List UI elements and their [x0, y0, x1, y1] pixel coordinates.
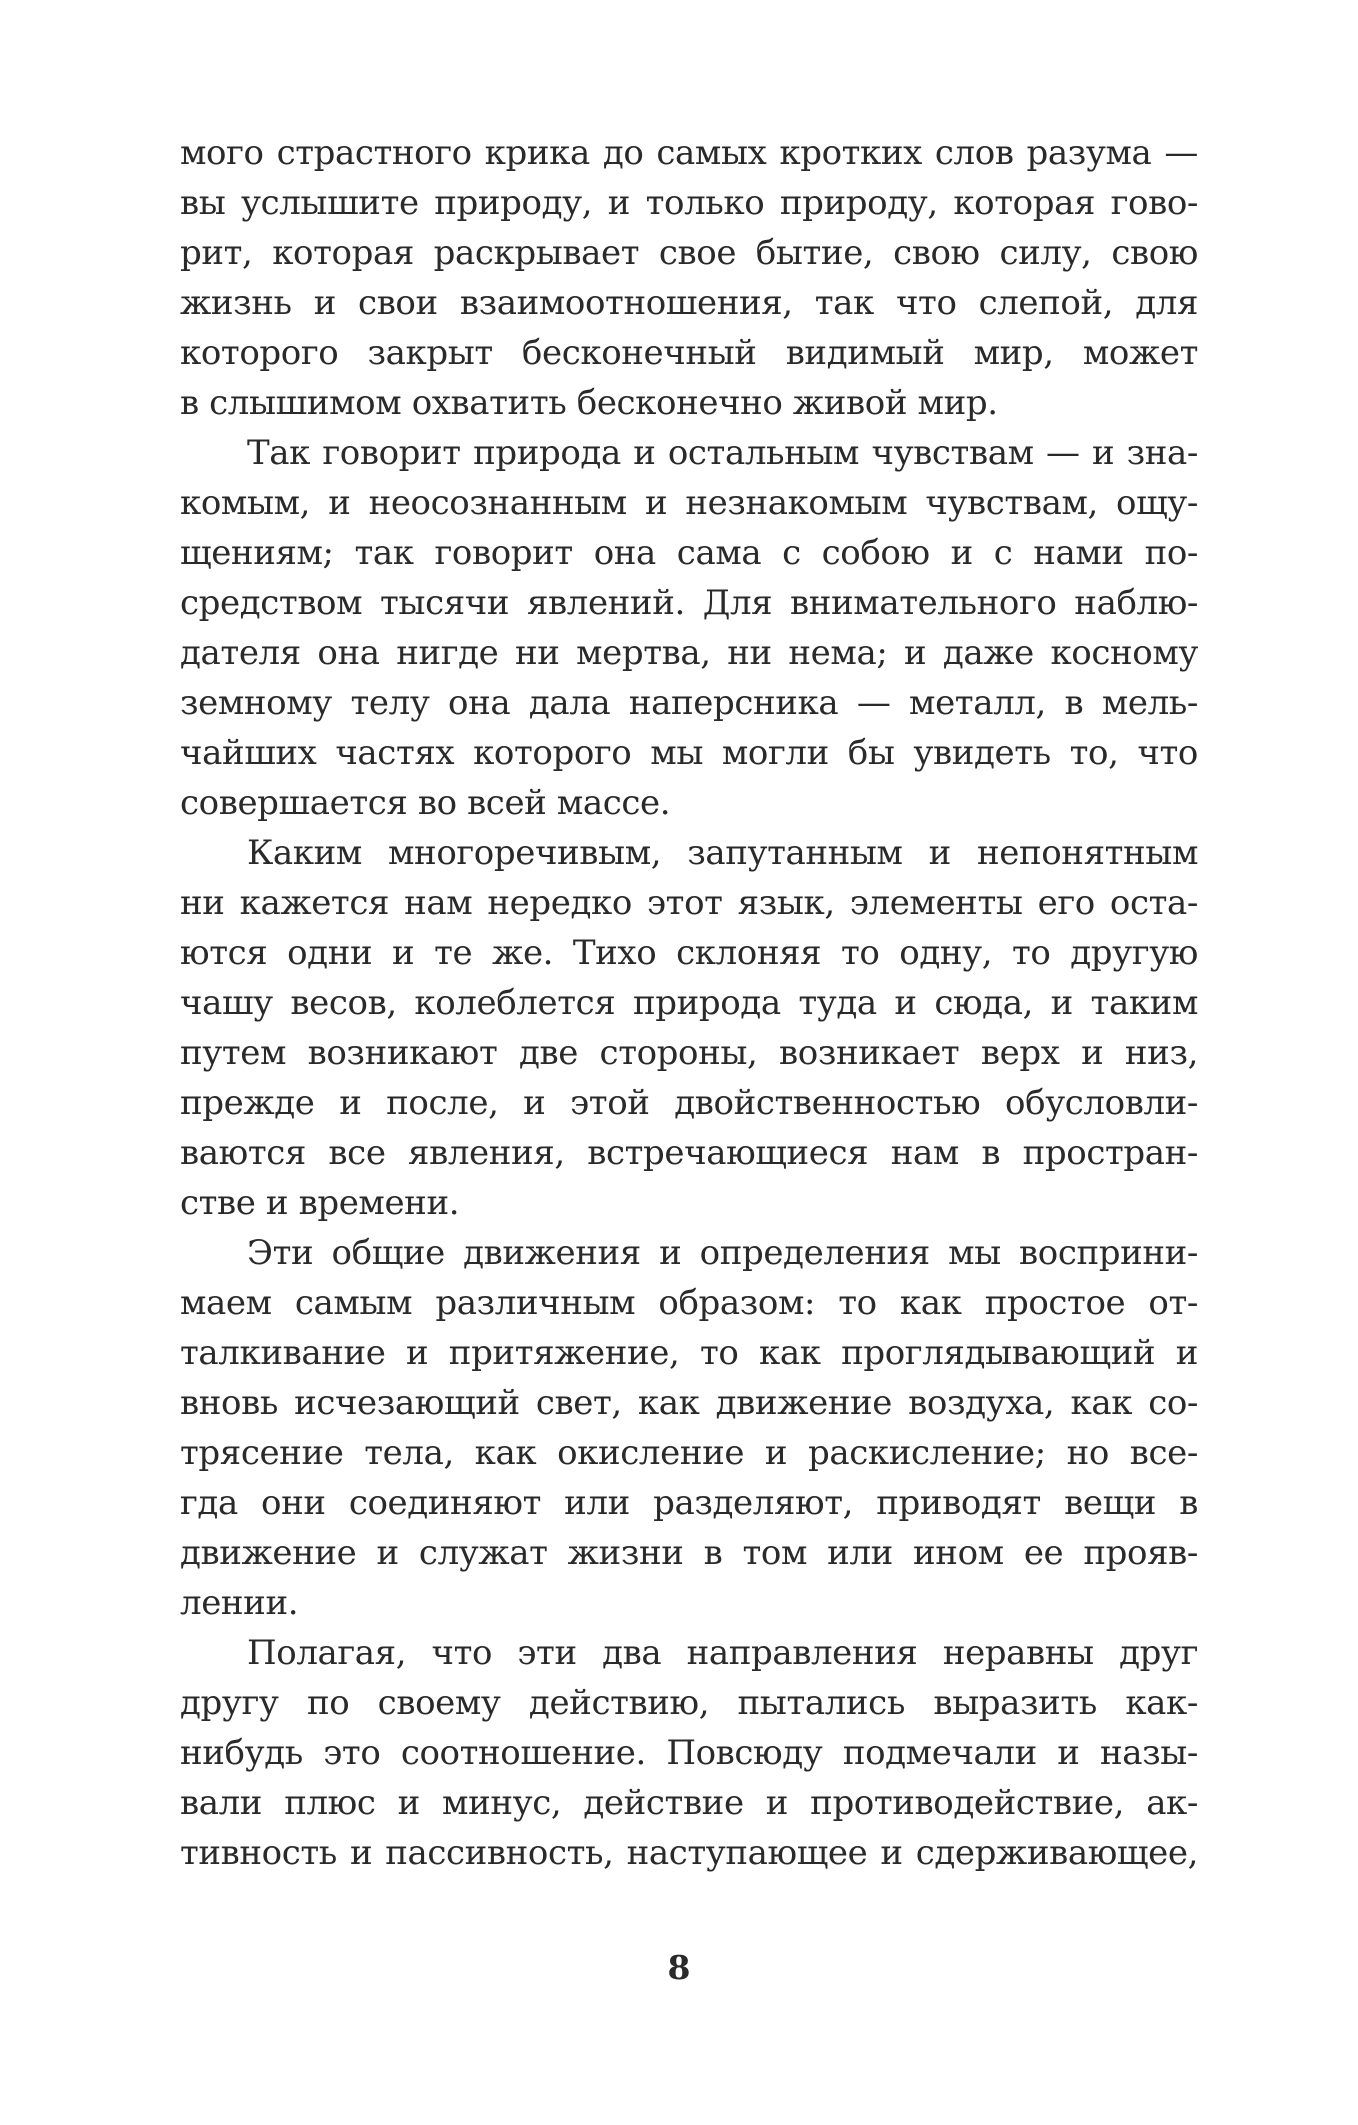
text-line: Так говорит природа и остальным чувствам — и зна- — [247, 433, 1198, 473]
text-line: мого страстного крика до самых кротких слов разума — — [180, 133, 1198, 173]
text-line: трясение тела, как окисление и раскисление; но все- — [180, 1433, 1198, 1473]
paragraph-4 — [180, 1228, 1198, 1628]
text-line: прежде и после, и этой двойственностью обусловли- — [180, 1083, 1198, 1123]
text-line: вали плюс и минус, действие и противодействие, ак- — [180, 1783, 1198, 1823]
text-line: комым, и неосознанным и незнакомым чувствам, ощу- — [180, 483, 1198, 523]
text-line: щениям; так говорит она сама с собою и с нами по- — [180, 533, 1198, 573]
text-line: нибудь это соотношение. Повсюду подмечали и назы- — [180, 1733, 1198, 1773]
text-line: ются одни и те же. Тихо склоняя то одну, то другую — [180, 933, 1198, 973]
text-line: ни кажется нам нередко этот язык, элементы его оста- — [180, 883, 1198, 923]
text-line: жизнь и свои взаимоотношения, так что слепой, для — [180, 283, 1198, 323]
text-line: дателя она нигде ни мертва, ни нема; и даже косному — [180, 633, 1198, 673]
text-line: маем самым различным образом: то как простое от- — [180, 1283, 1198, 1323]
text-line: вы услышите природу, и только природу, которая гово- — [180, 183, 1198, 223]
text-line: Полагая, что эти два направления неравны друг — [247, 1633, 1198, 1673]
text-line: чайших частях которого мы могли бы увидеть то, что — [180, 733, 1198, 773]
text-line: земному телу она дала наперсника — металл, в мель- — [180, 683, 1198, 723]
text-line: средством тысячи явлений. Для внимательного наблю- — [180, 583, 1198, 623]
paragraph-3 — [180, 828, 1198, 1228]
text-line: рит, которая раскрывает свое бытие, свою силу, свою — [180, 233, 1198, 273]
text-line: лении. — [180, 1583, 299, 1623]
paragraph-1 — [180, 128, 1198, 428]
text-line: чашу весов, колеблется природа туда и сюда, и таким — [180, 983, 1198, 1023]
text-line: талкивание и притяжение, то как проглядывающий и — [180, 1333, 1198, 1373]
paragraph-2 — [180, 428, 1198, 828]
paragraph-5 — [180, 1628, 1198, 1878]
text-line: стве и времени. — [180, 1183, 460, 1223]
text-line: ваются все явления, встречающиеся нам в простран- — [180, 1133, 1198, 1173]
text-line: гда они соединяют или разделяют, приводят вещи в — [180, 1483, 1198, 1523]
text-line: в слышимом охватить бесконечно живой мир. — [180, 383, 998, 423]
text-line: которого закрыт бесконечный видимый мир, может — [180, 333, 1198, 373]
text-line: вновь исчезающий свет, как движение воздуха, как со- — [180, 1383, 1198, 1423]
text-line: совершается во всей массе. — [180, 783, 671, 823]
text-line: другу по своему действию, пытались выразить как- — [180, 1683, 1198, 1723]
page-number: 8 — [667, 1948, 691, 1987]
text-line: Эти общие движения и определения мы восприни- — [247, 1233, 1198, 1273]
page-body — [180, 128, 1198, 1878]
text-line: Каким многоречивым, запутанным и непонятным — [247, 833, 1198, 873]
text-line: путем возникают две стороны, возникает верх и низ, — [180, 1033, 1198, 1073]
text-line: тивность и пассивность, наступающее и сдерживающее, — [180, 1833, 1198, 1873]
text-line: движение и служат жизни в том или ином ее прояв- — [180, 1533, 1198, 1573]
